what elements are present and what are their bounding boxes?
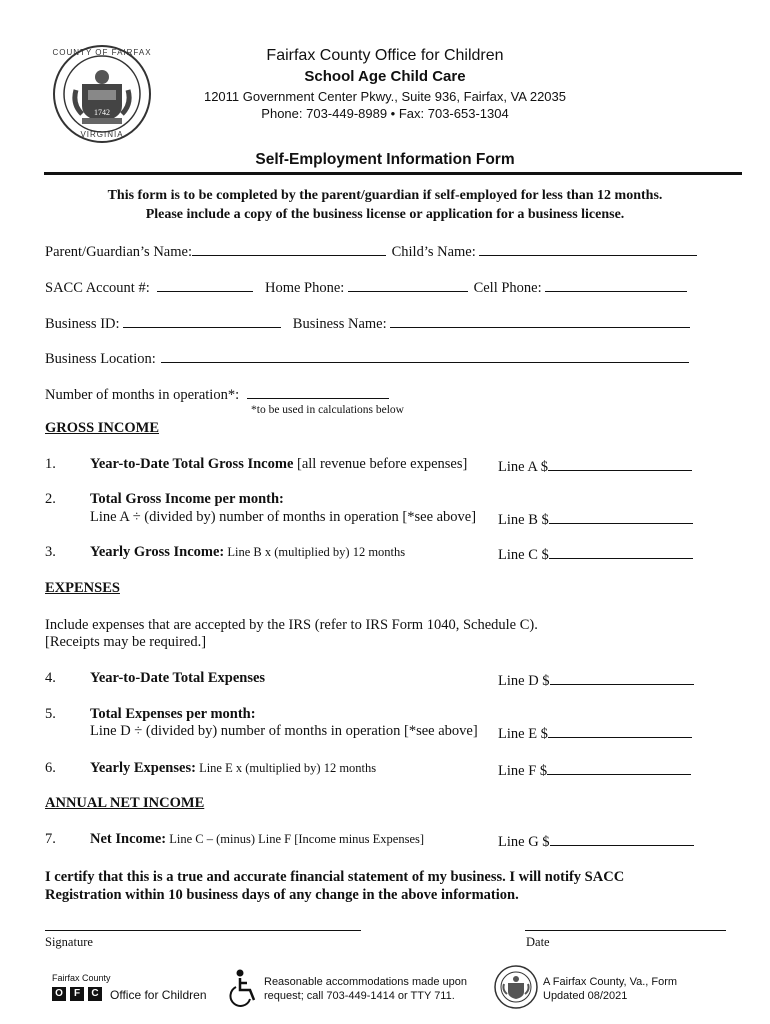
item-1-title: Year-to-Date Total Gross Income: [90, 456, 294, 472]
item-4-number: 4.: [45, 670, 56, 686]
item-3-number: 3.: [45, 544, 56, 560]
item-6-text: [90, 760, 376, 777]
line-c-label: Line C $: [498, 547, 549, 563]
form-info-line-2: Updated 08/2021: [543, 990, 628, 1002]
parent-name-label: Parent/Guardian’s Name:: [45, 244, 192, 260]
item-3-text: [90, 544, 405, 561]
line-d-field[interactable]: [550, 670, 694, 685]
org-address: 12011 Government Center Pkwy., Suite 936, Fairfax, VA 22035: [203, 89, 567, 104]
org-name: Fairfax County Office for Children: [266, 47, 504, 64]
item-4-title: Year-to-Date Total Expenses: [90, 670, 266, 686]
line-f-field[interactable]: [547, 760, 691, 775]
item-2-title: Total Gross Income per month:: [90, 491, 284, 507]
business-name-field[interactable]: [390, 313, 690, 328]
item-1-text: [90, 456, 467, 473]
ofc-letter-o: O: [52, 987, 66, 1001]
signature-label: Signature: [45, 935, 93, 949]
parent-name-row: [45, 241, 697, 261]
item-1-desc: [all revenue before expenses]: [293, 456, 468, 472]
child-name-field[interactable]: [479, 241, 697, 256]
form-title: Self-Employment Information Form: [255, 151, 515, 168]
footer-county: Fairfax County: [52, 973, 111, 983]
cell-phone-label: Cell Phone:: [473, 280, 542, 296]
business-location-label: Business Location:: [45, 351, 156, 367]
accessibility-icon: [226, 968, 260, 1008]
intro-line-2: Please include a copy of the business license or application for a business license.: [145, 207, 625, 222]
line-e-field[interactable]: [548, 723, 692, 738]
seal-year: 1742: [94, 108, 110, 117]
signature-field[interactable]: [45, 930, 361, 931]
line-g: [498, 831, 694, 851]
item-7-desc: Line C – (minus) Line F [Income minus Expenses]: [166, 832, 425, 846]
program-name: School Age Child Care: [304, 68, 466, 85]
months-row: [45, 384, 389, 404]
ofc-letter-f: F: [70, 987, 84, 1001]
line-g-field[interactable]: [550, 831, 694, 846]
seal-bottom-text: VIRGINIA: [80, 130, 124, 139]
date-label: Date: [526, 935, 550, 949]
expenses-note-2: [Receipts may be required.]: [45, 634, 207, 650]
line-a: [498, 456, 692, 476]
item-7-number: 7.: [45, 831, 56, 847]
line-g-label: Line G $: [498, 834, 550, 850]
gross-income-heading: GROSS INCOME: [45, 420, 160, 436]
item-3-desc: Line B x (multiplied by) 12 months: [224, 545, 406, 559]
line-c-field[interactable]: [549, 544, 693, 559]
sacc-account-label: SACC Account #:: [45, 280, 150, 296]
child-name-label: Child’s Name:: [391, 244, 476, 260]
intro-line-1: This form is to be completed by the parent/guardian if self-employed for less than 12 months.: [107, 188, 663, 203]
form-info-line-1: A Fairfax County, Va., Form: [543, 976, 678, 988]
parent-name-field[interactable]: [192, 241, 386, 256]
line-b: [498, 509, 693, 529]
business-location-field[interactable]: [161, 348, 689, 363]
footer-office: Office for Children: [110, 988, 207, 1002]
line-b-label: Line B $: [498, 512, 549, 528]
ofc-letter-c: C: [88, 987, 102, 1001]
net-income-heading: ANNUAL NET INCOME: [45, 795, 205, 811]
org-phone: Phone: 703-449-8989 • Fax: 703-653-1304: [261, 106, 509, 121]
item-5-title: Total Expenses per month:: [90, 706, 256, 722]
item-7-text: [90, 831, 424, 848]
accommodations-line-1: Reasonable accommodations made upon: [264, 976, 468, 988]
line-d: [498, 670, 694, 690]
item-2-desc: Line A ÷ (divided by) number of months in operation [*see above]: [90, 509, 477, 525]
cell-phone-field[interactable]: [545, 277, 687, 292]
accommodations-line-2: request; call 703-449-1414 or TTY 711.: [264, 990, 455, 1002]
line-f: [498, 760, 691, 780]
certify-line-2: Registration within 10 business days of any change in the above information.: [45, 887, 519, 903]
item-3-title: Yearly Gross Income:: [90, 544, 225, 560]
line-a-label: Line A $: [498, 459, 548, 475]
line-c: [498, 544, 693, 564]
months-note: *to be used in calculations below: [251, 404, 404, 416]
home-phone-label: Home Phone:: [264, 280, 345, 296]
certify-line-1: I certify that this is a true and accurate financial statement of my business. I will notify SACC: [45, 869, 625, 885]
months-operation-label: Number of months in operation*:: [45, 387, 240, 403]
item-6-desc: Line E x (multiplied by) 12 months: [195, 761, 377, 775]
item-1-number: 1.: [45, 456, 56, 472]
line-f-label: Line F $: [498, 763, 548, 779]
location-row: [45, 348, 689, 368]
footer-seal-icon: [494, 965, 538, 1009]
item-6-title: Yearly Expenses:: [90, 760, 196, 776]
line-e-label: Line E $: [498, 726, 548, 742]
line-b-field[interactable]: [549, 509, 693, 524]
home-phone-field[interactable]: [348, 277, 468, 292]
line-e: [498, 723, 692, 743]
item-2-number: 2.: [45, 491, 56, 507]
business-row: [45, 313, 690, 333]
date-field[interactable]: [525, 930, 726, 931]
sacc-account-field[interactable]: [157, 277, 253, 292]
business-id-label: Business ID:: [45, 316, 120, 332]
item-6-number: 6.: [45, 760, 56, 776]
account-row: [45, 277, 687, 297]
item-5-number: 5.: [45, 706, 56, 722]
line-a-field[interactable]: [548, 456, 692, 471]
business-name-label: Business Name:: [292, 316, 387, 332]
business-id-field[interactable]: [123, 313, 281, 328]
title-divider: [44, 172, 742, 175]
expenses-note-1: Include expenses that are accepted by the IRS (refer to IRS Form 1040, Schedule C).: [45, 617, 538, 633]
item-7-title: Net Income:: [90, 831, 167, 847]
item-5-desc: Line D ÷ (divided by) number of months in operation [*see above]: [90, 723, 478, 739]
months-operation-field[interactable]: [247, 384, 389, 399]
line-d-label: Line D $: [498, 673, 550, 689]
expenses-heading: EXPENSES: [45, 580, 120, 596]
seal-top-text: COUNTY OF FAIRFAX: [52, 48, 152, 57]
